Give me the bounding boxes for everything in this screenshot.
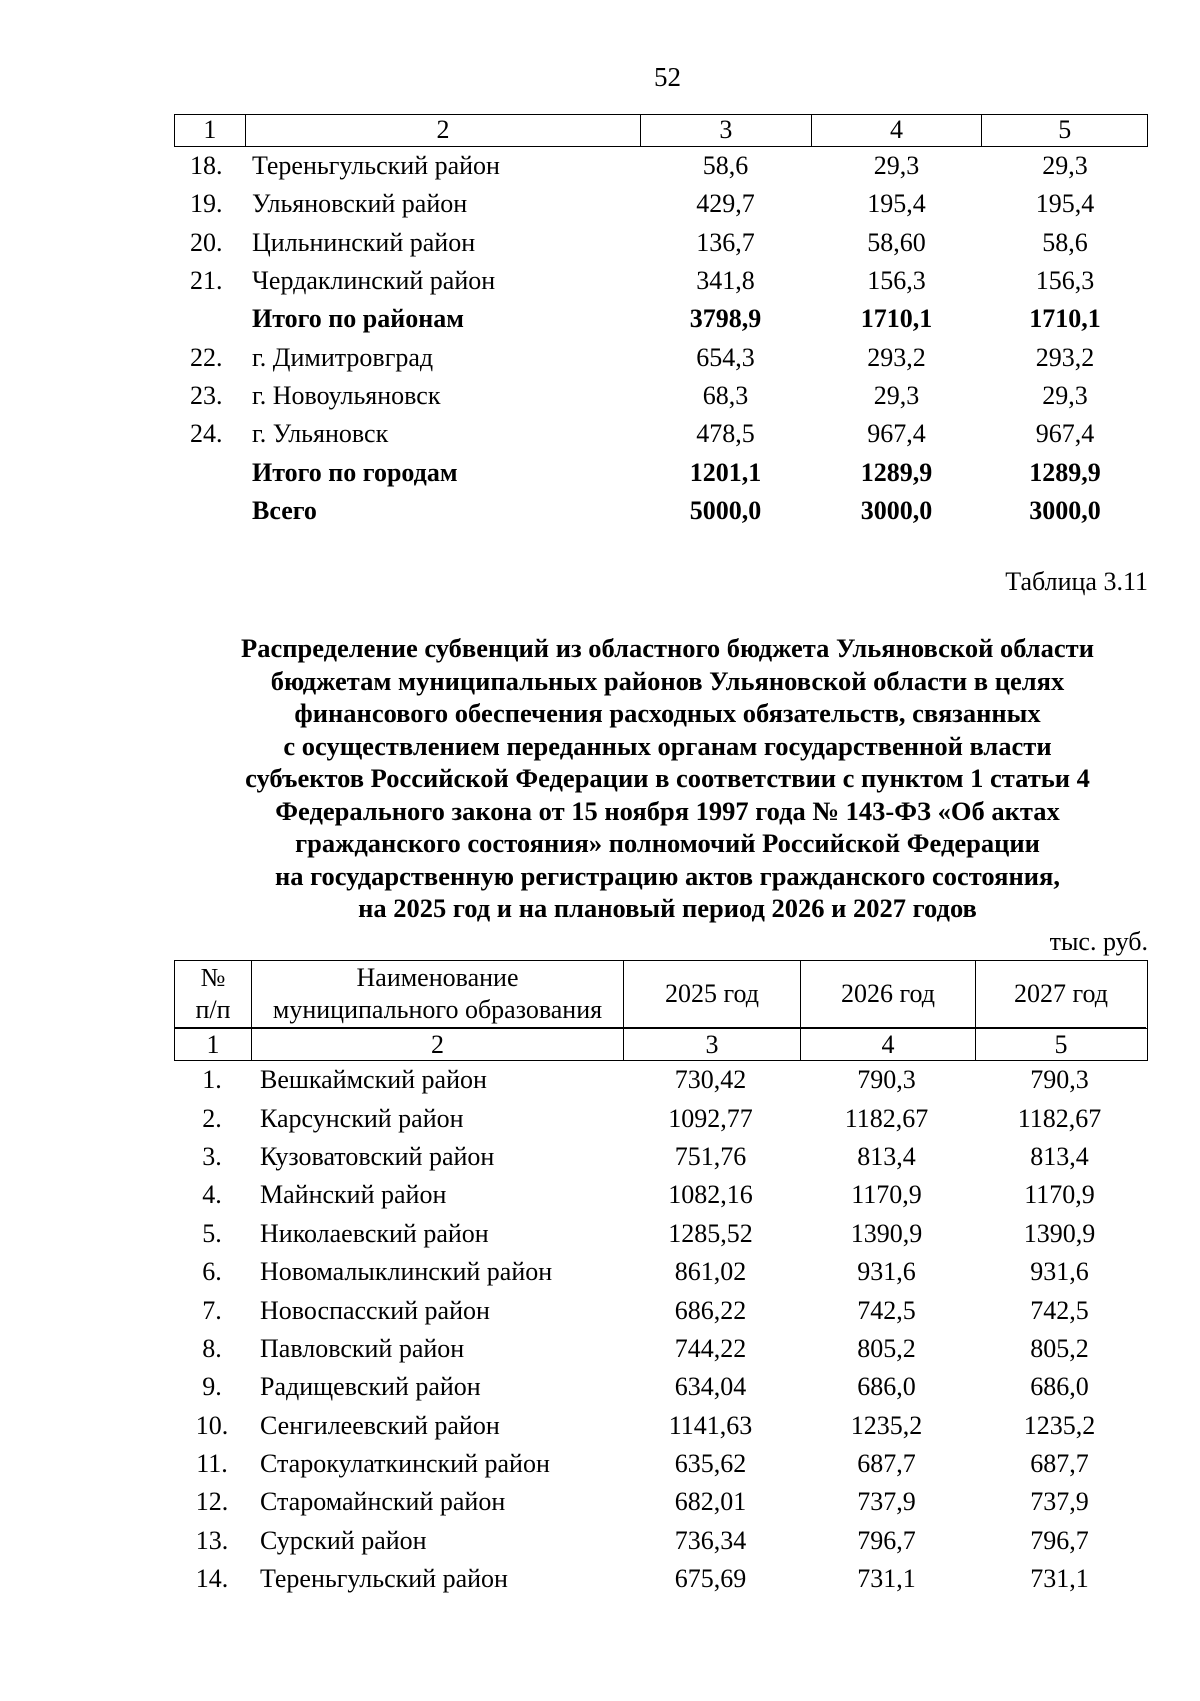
value-2025: 635,62 [674, 1449, 747, 1479]
table-column-number-row [174, 114, 1148, 147]
row-name: Сурский район [260, 1525, 427, 1555]
value-2027: 813,4 [1030, 1141, 1089, 1171]
table-row [174, 377, 1148, 415]
column-number: 2 [245, 115, 640, 146]
value-2026: 737,9 [857, 1487, 916, 1517]
value-2025: 675,69 [674, 1564, 747, 1594]
heading-line: на 2025 год и на плановый период 2026 и 2027 годов [358, 893, 977, 923]
header-2027: 2027 год [975, 961, 1146, 1028]
value-col4: 58,60 [867, 227, 926, 257]
row-name: Сенгилеевский район [260, 1410, 500, 1440]
row-number: 5. [202, 1218, 222, 1248]
value-col4: 1710,1 [860, 304, 933, 334]
table-row [174, 1445, 1148, 1483]
table-row [174, 185, 1148, 223]
row-name: Радищевский район [260, 1372, 481, 1402]
page-number: 52 [654, 62, 681, 92]
row-number: 18. [190, 151, 223, 181]
value-col3: 136,7 [696, 227, 755, 257]
row-name: Карсунский район [260, 1103, 464, 1133]
value-2025: 1092,77 [668, 1103, 753, 1133]
row-name: Итого по районам [252, 304, 464, 334]
value-col4: 156,3 [867, 266, 926, 296]
value-2027: 790,3 [1030, 1065, 1089, 1095]
value-col3: 58,6 [702, 151, 749, 181]
row-number: 1. [202, 1065, 222, 1095]
row-name: г. Новоульяновск [252, 380, 441, 410]
total-row [174, 453, 1148, 491]
value-col3: 478,5 [696, 419, 755, 449]
row-name: Всего [252, 495, 317, 525]
value-col5: 1710,1 [1029, 304, 1101, 334]
heading-line: бюджетам муниципальных районов Ульяновской области в целях [270, 665, 1065, 696]
value-col4: 195,4 [867, 189, 926, 219]
table-row [174, 1291, 1148, 1329]
value-2025: 861,02 [674, 1257, 747, 1287]
column-number: 3 [640, 115, 811, 146]
value-2027: 731,1 [1030, 1564, 1089, 1594]
table-row [174, 1176, 1148, 1214]
row-name: Николаевский район [260, 1218, 489, 1248]
value-2025: 682,01 [674, 1487, 747, 1517]
value-2026: 796,7 [857, 1525, 916, 1555]
value-2027: 1170,9 [1024, 1180, 1095, 1210]
value-2025: 1141,63 [668, 1410, 753, 1440]
column-number: 5 [981, 115, 1147, 146]
row-number: 4. [202, 1180, 222, 1210]
row-number: 23. [190, 380, 223, 410]
heading-line: Федерального закона от 15 ноября 1997 года № 143-ФЗ «Об актах [275, 795, 1060, 826]
header-number-line2: п/п [195, 995, 231, 1024]
continued-table [174, 114, 1148, 530]
value-2027: 687,7 [1030, 1449, 1089, 1479]
table-row [174, 1138, 1148, 1176]
heading-line: финансового обеспечения расходных обязательств, связанных [294, 698, 1041, 728]
header-2025: 2025 год [623, 961, 800, 1028]
column-number: 3 [623, 1029, 800, 1060]
row-name: Ульяновский район [252, 189, 468, 219]
value-2027: 737,9 [1030, 1487, 1089, 1517]
table-row [174, 1061, 1148, 1099]
value-2026: 931,6 [857, 1257, 916, 1287]
value-2027: 796,7 [1030, 1525, 1089, 1555]
value-col3: 1201,1 [689, 457, 762, 487]
row-number: 14. [195, 1564, 229, 1594]
total-row [174, 492, 1148, 530]
table-heading [150, 632, 1185, 925]
table-row [174, 1330, 1148, 1368]
value-2026: 742,5 [857, 1295, 916, 1325]
value-2025: 1082,16 [668, 1180, 753, 1210]
value-2027: 805,2 [1030, 1333, 1089, 1363]
value-col5: 58,6 [1042, 227, 1088, 257]
column-number: 1 [203, 115, 217, 144]
row-name: Тереньгульский район [252, 151, 500, 181]
table-row [174, 1215, 1148, 1253]
table-row [174, 1253, 1148, 1291]
header-name-line1: Наименование [356, 963, 519, 992]
row-name: Чердаклинский район [252, 266, 496, 296]
header-number-line1: № [200, 963, 226, 992]
row-number: 13. [195, 1525, 229, 1555]
header-name-line2: муниципального образования [272, 995, 603, 1024]
row-number: 7. [202, 1295, 222, 1325]
value-2027: 1235,2 [1023, 1410, 1096, 1440]
table-row [174, 1099, 1148, 1137]
heading-line: гражданского состояния» полномочий Российской Федерации [295, 828, 1040, 858]
value-col4: 3000,0 [860, 495, 933, 525]
row-name: г. Ульяновск [252, 419, 389, 449]
column-number: 5 [975, 1029, 1146, 1060]
value-2025: 744,22 [674, 1333, 747, 1363]
row-number: 22. [190, 342, 223, 372]
value-2026: 686,0 [857, 1372, 916, 1402]
value-2026: 687,7 [857, 1449, 916, 1479]
column-number: 1 [206, 1029, 220, 1059]
value-col3: 429,7 [696, 189, 755, 219]
row-name: Новомалыклинский район [260, 1257, 553, 1287]
row-name: Павловский район [260, 1333, 465, 1363]
value-2026: 731,1 [857, 1564, 916, 1594]
heading-line: Распределение субвенций из областного бюджета Ульяновской области [241, 633, 1094, 663]
heading-line: с осуществлением переданных органам государственной власти [283, 730, 1052, 761]
value-2025: 634,04 [674, 1372, 747, 1402]
value-col4: 29,3 [873, 151, 920, 181]
row-name: Майнский район [260, 1180, 447, 1210]
table-row [174, 1483, 1148, 1521]
row-number: 20. [190, 227, 223, 257]
units-label: тыс. руб. [1049, 927, 1148, 956]
row-number: 10. [195, 1410, 229, 1440]
table-header-row [174, 960, 1148, 1028]
row-number: 19. [190, 189, 223, 219]
row-name: Старомайнский район [260, 1487, 506, 1517]
table-body [174, 1061, 1148, 1598]
row-name: Вешкаймский район [260, 1065, 487, 1095]
table-row [174, 224, 1148, 262]
table-row [174, 147, 1148, 185]
value-col3: 654,3 [696, 342, 755, 372]
row-number: 24. [190, 419, 223, 449]
table-row [174, 262, 1148, 300]
heading-line: на государственную регистрацию актов гражданского состояния, [274, 860, 1061, 891]
row-number: 9. [202, 1372, 222, 1402]
value-2026: 1390,9 [850, 1218, 923, 1248]
heading-line: субъектов Российской Федерации в соответствии с пунктом 1 статьи 4 [245, 763, 1090, 793]
value-col5: 3000,0 [1029, 495, 1101, 525]
header-number [175, 961, 251, 1028]
row-number: 3. [202, 1141, 222, 1171]
row-name: г. Димитровград [252, 342, 434, 372]
row-number: 12. [195, 1487, 229, 1517]
value-col4: 967,4 [867, 419, 926, 449]
table-row [174, 1560, 1148, 1598]
value-col4: 293,2 [867, 342, 926, 372]
value-2025: 686,22 [674, 1295, 747, 1325]
value-2026: 805,2 [857, 1333, 916, 1363]
value-2026: 1182,67 [844, 1103, 929, 1133]
value-2027: 742,5 [1030, 1295, 1089, 1325]
value-2025: 736,34 [674, 1525, 747, 1555]
value-2025: 1285,52 [668, 1218, 753, 1248]
value-2027: 686,0 [1030, 1372, 1089, 1402]
value-col5: 156,3 [1035, 266, 1095, 296]
table-label: Таблица 3.11 [1005, 567, 1148, 596]
table-body [174, 147, 1148, 530]
total-row [174, 300, 1148, 338]
value-2027: 931,6 [1030, 1257, 1089, 1287]
row-name: Итого по городам [252, 457, 458, 487]
value-col4: 1289,9 [860, 457, 933, 487]
value-col5: 967,4 [1035, 419, 1095, 449]
value-2026: 1235,2 [850, 1410, 923, 1440]
table-row [174, 338, 1148, 376]
header-2026: 2026 год [800, 961, 975, 1028]
row-name: Новоспасский район [260, 1295, 490, 1325]
value-col5: 293,2 [1035, 342, 1095, 372]
table-row [174, 1522, 1148, 1560]
row-name: Кузоватовский район [260, 1141, 495, 1171]
table-row [174, 415, 1148, 453]
value-2027: 1390,9 [1023, 1218, 1096, 1248]
value-col4: 29,3 [873, 380, 920, 410]
value-2025: 730,42 [674, 1065, 747, 1095]
table-column-number-row [174, 1028, 1148, 1061]
value-col5: 29,3 [1042, 151, 1088, 181]
row-name: Тереньгульский район [260, 1564, 508, 1594]
value-2026: 790,3 [857, 1065, 916, 1095]
value-col3: 341,8 [696, 266, 755, 296]
table-row [174, 1407, 1148, 1445]
subventions-table [174, 960, 1148, 1598]
value-2026: 813,4 [857, 1141, 916, 1171]
row-number: 2. [202, 1103, 222, 1133]
row-name: Старокулаткинский район [260, 1449, 550, 1479]
value-2027: 1182,67 [1017, 1103, 1102, 1133]
row-number: 11. [196, 1449, 228, 1479]
value-col5: 195,4 [1035, 189, 1095, 219]
value-col3: 3798,9 [689, 304, 762, 334]
column-number: 4 [811, 115, 982, 146]
row-number: 6. [202, 1257, 222, 1287]
value-2026: 1170,9 [851, 1180, 922, 1210]
column-number: 4 [800, 1029, 975, 1060]
value-col3: 68,3 [702, 380, 749, 410]
value-col5: 1289,9 [1029, 457, 1101, 487]
column-number: 2 [251, 1029, 623, 1060]
table-row [174, 1368, 1148, 1406]
value-2025: 751,76 [674, 1141, 747, 1171]
row-number: 21. [190, 266, 223, 296]
value-col3: 5000,0 [689, 495, 762, 525]
value-col5: 29,3 [1042, 380, 1088, 410]
row-name: Цильнинский район [252, 227, 476, 257]
row-number: 8. [202, 1333, 222, 1363]
header-name [251, 961, 623, 1028]
